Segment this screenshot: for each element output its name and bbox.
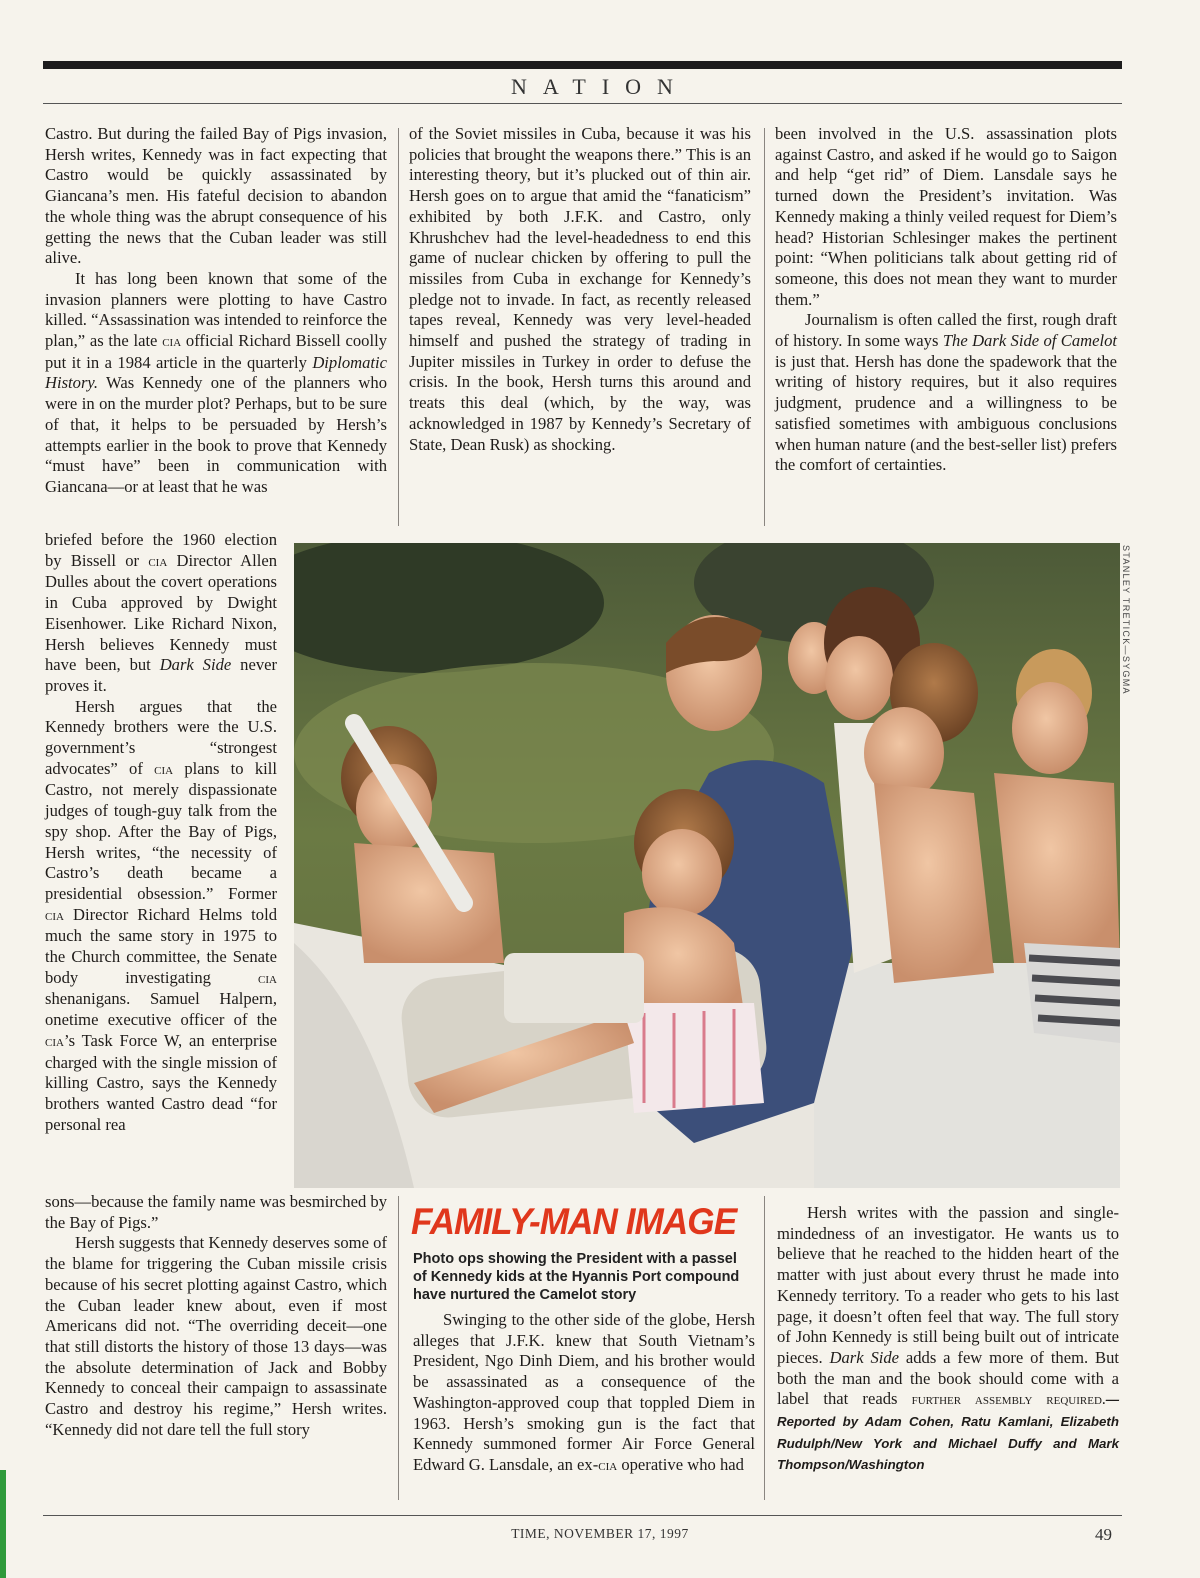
- paragraph: Castro. But during the failed Bay of Pigs invasion, Hersh writes, Kennedy was in fact expecting that Castro would be quickly assassinated by Giancana’s men. His fateful decision to abandon the whole thing was the abrupt consequence of his getting the news that the Cuban leader was still alive.: [45, 124, 387, 268]
- paragraph: It has long been known that some of the invasion planners were plotting to have Castro killed. “Assassination was intended to reinforce the plan,” as the late cia official Richard Bissell coolly put it in a 1984 article in the quarterly Diplomatic History. Was Kennedy one of the planners who were in on the murder plot? Perhaps, but to be sure of that, it helps to be persuaded by Hersh’s attempts earlier in the book to prove that Kennedy “must have” been in communication with Giancana—or at least that he was: [45, 268, 387, 496]
- family-photo: [294, 543, 1120, 1188]
- folio-line: TIME, NOVEMBER 17, 1997: [511, 1526, 689, 1541]
- column-1-top: [45, 124, 387, 498]
- section-label: NATION: [511, 74, 689, 99]
- column-1-bottom: [45, 1192, 387, 1440]
- paragraph: Journalism is often called the first, rough draft of history. In some ways The Dark Side of Camelot is just that. Hersh has done the spadework that the writing of history requires, but it also requires judgment, prudence and a willingness to be satisfied sometimes with ambiguous conclusions when human nature (and the best-seller list) prefers the comfort of certainties.: [775, 310, 1118, 475]
- paragraph: Hersh writes with the passion and single-mindedness of an investigator. He wants us to believe that he reached to the hidden heart of the matter with just about every thrust he made into Kennedy territory. To a reader who gets to his last page, it doesn’t often feel that way. The full story of John Kennedy is still being built out of intricate pieces. Dark Side adds a few more of them. But both the man and the book should come with a label that reads further assembly required.—Reported by Adam Cohen, Ratu Kamlani, Elizabeth Rudulph/New York and Michael Duffy and Mark Thompson/Washington: [777, 1203, 1120, 1473]
- paragraph: been involved in the U.S. assassination plots against Castro, and asked if he would go to Saigon and help “get rid” of Diem. Lansdale says he turned down the President’s invitation. Was Kennedy making a thinly veiled request for Diem’s head? Historian Schlesinger makes the pertinent point: “When politicians talk about getting rid of someone, this does not mean they want to murder them.”: [775, 124, 1117, 309]
- reporter-credit: —Reported by Adam Cohen, Ratu Kamlani, Elizabeth Rudulph/New York and Michael Duffy and Mark Thompson/Washington: [777, 1392, 1120, 1473]
- footer-rule: [43, 1515, 1122, 1516]
- photo-headline: FAMILY-MAN IMAGE: [411, 1201, 737, 1242]
- column-1-narrow: [45, 530, 277, 1135]
- column-2-top: [409, 124, 751, 455]
- column-divider: [764, 1196, 765, 1500]
- photo-credit: STANLEY TRETICK—SYGMA: [1121, 545, 1131, 695]
- column-2-bottom: [413, 1310, 755, 1477]
- photo-caption: Photo ops showing the President with a passel of Kennedy kids at the Hyannis Port compound have nurtured the Camelot story: [413, 1251, 740, 1303]
- paragraph: Swinging to the other side of the globe, Hersh alleges that J.F.K. knew that South Vietnam’s President, Ngo Dinh Diem, and his brother would be assassinated as a consequence of the Washington-approved coup that toppled Diem in 1963. Hersh’s smoking gun is the fact that Kennedy summoned former Air Force General Edward G. Lansdale, an ex-cia operative who had: [413, 1310, 755, 1474]
- column-3-top: [775, 124, 1117, 476]
- edge-tab: [0, 1470, 6, 1578]
- paragraph: sons—because the family name was besmirched by the Bay of Pigs.”: [45, 1192, 387, 1232]
- column-divider: [398, 128, 399, 526]
- column-3-bottom: [777, 1203, 1119, 1476]
- top-rule-bar: [43, 61, 1122, 69]
- header-rule: [43, 103, 1122, 104]
- paragraph: Hersh argues that the Kennedy brothers were the U.S. government’s “strongest advocates” of cia plans to kill Castro, not merely dispassionate judges of tough-guy talk from the spy shop. After the Bay of Pigs, Hersh writes, “the necessity of Castro’s death became a presidential obsession.” Former cia Director Richard Helms told much the same story in 1975 to the Church committee, the Senate body investigating cia shenanigans. Samuel Halpern, onetime executive officer of the cia’s Task Force W, an enterprise charged with the single mission of killing Castro, says the Kennedy brothers wanted Castro dead “for personal rea: [45, 696, 277, 1134]
- paragraph: briefed before the 1960 election by Bissell or cia Director Allen Dulles about the covert operations in Cuba approved by Dwight Eisenhower. Like Richard Nixon, Hersh believes Kennedy must have been, but Dark Side never proves it.: [45, 530, 278, 695]
- column-divider: [398, 1196, 399, 1500]
- paragraph: Hersh suggests that Kennedy deserves some of the blame for triggering the Cuban missile crisis because of his secret plotting against Castro, which the Cuban leader knew about, even if most Americans did not. “The overriding deceit—one that still distorts the history of those 13 days—was the absolute determination of Jack and Bobby Kennedy to conceal their campaign to assassinate Castro and destroy his regime,” Hersh writes. “Kennedy did not dare tell the full story: [45, 1233, 387, 1439]
- column-divider: [764, 128, 765, 526]
- paragraph: of the Soviet missiles in Cuba, because it was his policies that brought the weapons there.” This is an interesting theory, but it’s plucked out of thin air. Hersh goes on to argue that amid the “fanaticism” exhibited by both J.F.K. and Castro, only Khrushchev had the level-headedness to end this game of nuclear chicken by offering to pull the missiles from Cuba in exchange for Kennedy’s pledge not to invade. In fact, as recently released tapes reveal, Kennedy was very level-headed himself and pushed the strategy of trading in Jupiter missiles in Turkey in order to defuse the crisis. In the book, Hersh turns this around and treats this deal (which, by the way, was acknowledged in 1987 by Kennedy’s Secretary of State, Dean Rusk) as shocking.: [409, 124, 751, 454]
- page-number: 49: [1095, 1525, 1112, 1544]
